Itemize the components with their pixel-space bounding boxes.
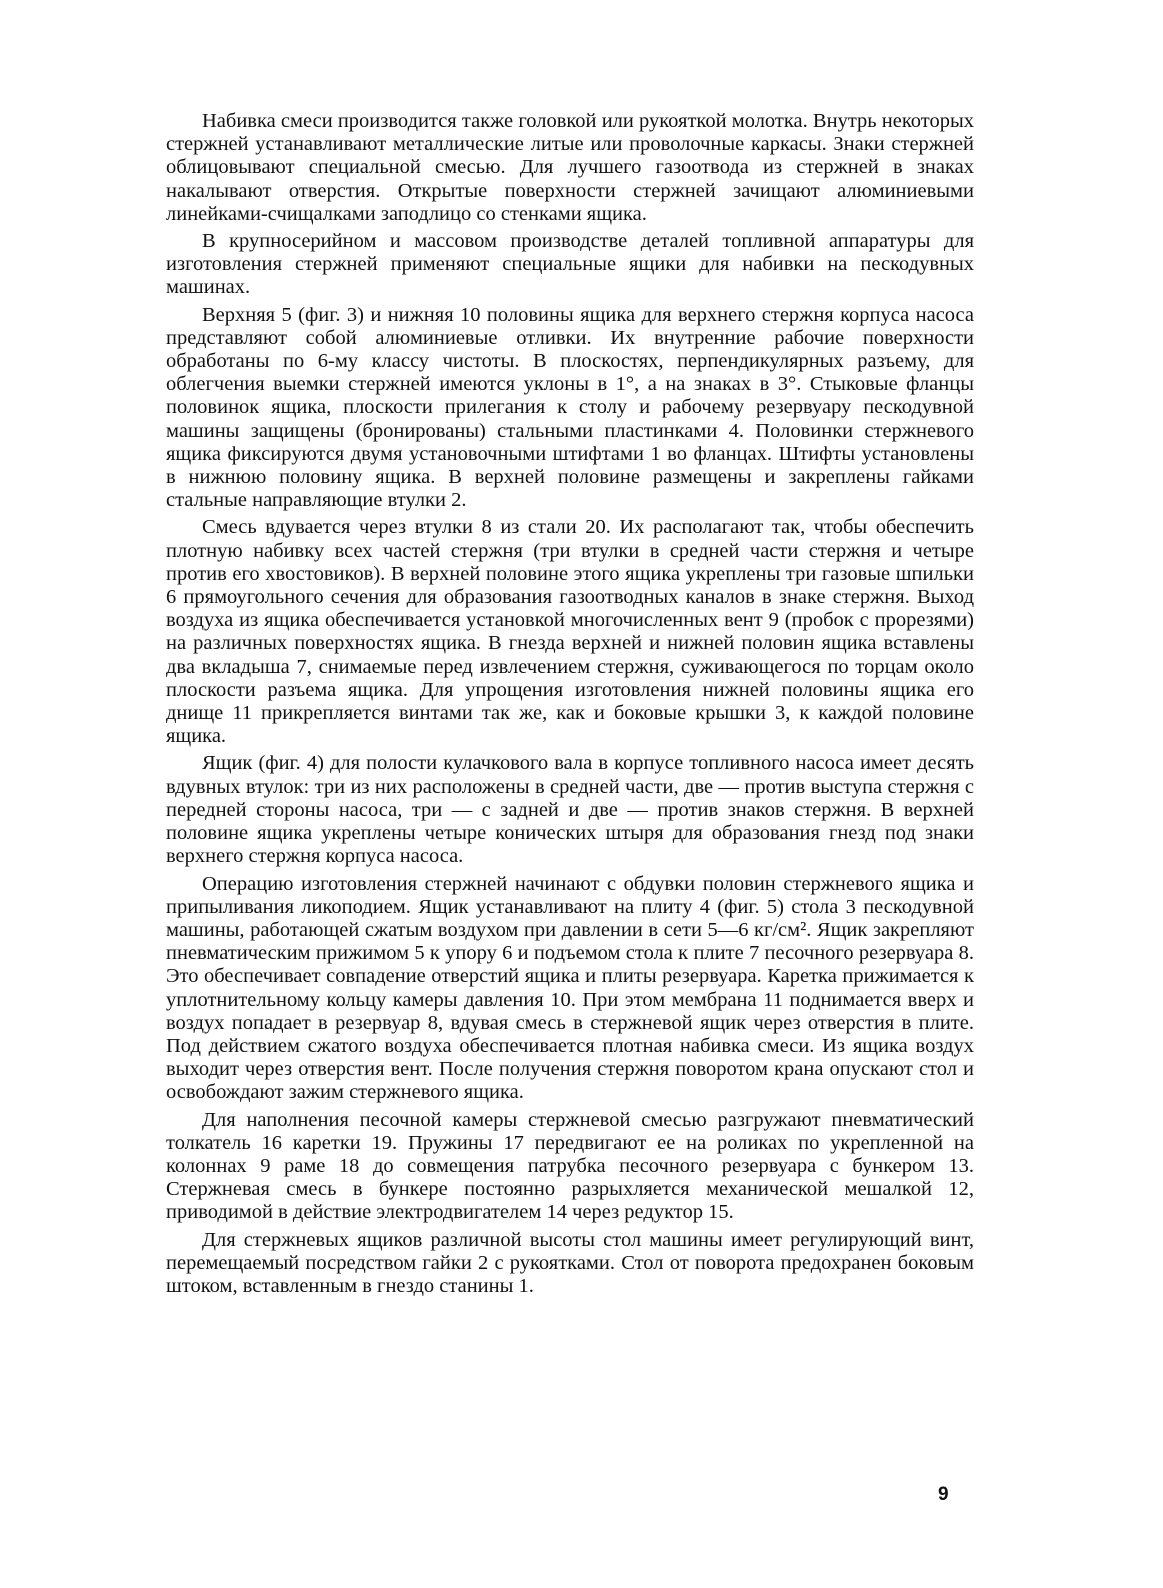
paragraph: Для наполнения песочной камеры стержневой смесью разгружают пневматический толкатель 16 каретки 19. Пружины 17 передвигают ее на роликах по укрепленной на колоннах 9 раме 18 до совмещения патрубка песочного резервуара с бункером 13. Стержневая смесь в бункере постоянно разрыхляется механической мешалкой 12, приводимой в действие электродвигателем 14 через редуктор 15.: [166, 1108, 974, 1224]
paragraph: Верхняя 5 (фиг. 3) и нижняя 10 половины ящика для верхнего стержня корпуса насоса представляют собой алюминиевые отливки. Их внутренние рабочие поверхности обработаны по 6-му классу чистоты. В плоскостях, перпендикулярных разъему, для облегчения выемки стержней имеются уклоны в 1°, а на знаках в 3°. Стыковые фланцы половинок ящика, плоскости прилегания к столу и рабочему резервуару пескодувной машины защищены (бронированы) стальными пластинками 4. Половинки стержневого ящика фиксируются двумя установочными штифтами 1 во фланцах. Штифты установлены в нижнюю половину ящика. В верхней половине размещены и закреплены гайками стальные направляющие втулки 2.: [166, 303, 974, 512]
page-number: 9: [938, 1484, 949, 1505]
paragraph: Операцию изготовления стержней начинают с обдувки половин стержневого ящика и припыливания ликоподием. Ящик устанавливают на плиту 4 (фиг. 5) стола 3 пескодувной машины, работающей сжатым воздухом при давлении в сети 5—6 кг/см². Ящик закрепляют пневматическим прижимом 5 к упору 6 и подъемом стола к плите 7 песочного резервуара 8. Это обеспечивает совпадение отверстий ящика и плиты резервуара. Каретка прижимается к уплотнительному кольцу камеры давления 10. При этом мембрана 11 поднимается вверх и воздух попадает в резервуар 8, вдувая смесь в стержневой ящик через отверстия в плите. Под действием сжатого воздуха обеспечивается плотная набивка смеси. Из ящика воздух выходит через отверстия вент. После получения стержня поворотом крана опускают стол и освобождают зажим стержневого ящика.: [166, 872, 974, 1104]
paragraph: Для стержневых ящиков различной высоты стол машины имеет регулирующий винт, перемещаемый посредством гайки 2 с рукоятками. Стол от поворота предохранен боковым штоком, вставленным в гнездо станины 1.: [166, 1228, 974, 1297]
paragraph: Смесь вдувается через втулки 8 из стали 20. Их располагают так, чтобы обеспечить плотную набивку всех частей стержня (три втулки в средней части стержня и четыре против его хвостовиков). В верхней половине этого ящика укреплены три газовые шпильки 6 прямоугольного сечения для образования газоотводных каналов в знаке стержня. Выход воздуха из ящика обеспечивается установкой многочисленных вент 9 (пробок с прорезями) на различных поверхностях ящика. В гнезда верхней и нижней половин ящика вставлены два вкладыша 7, снимаемые перед извлечением стержня, суживающегося по торцам около плоскости разъема ящика. Для упрощения изготовления нижней половины ящика его днище 11 прикрепляется винтами так же, как и боковые крышки 3, к каждой половине ящика.: [166, 516, 974, 748]
paragraph: В крупносерийном и массовом производстве деталей топливной аппаратуры для изготовления стержней применяют специальные ящики для набивки на пескодувных машинах.: [166, 230, 974, 299]
paragraph: Ящик (фиг. 4) для полости кулачкового вала в корпусе топливного насоса имеет десять вдувных втулок: три из них расположены в средней части, две — против выступа стержня с передней стороны насоса, три — с задней и две — против знаков стержня. В верхней половине ящика укреплены четыре конических штыря для образования гнезд под знаки верхнего стержня корпуса насоса.: [166, 752, 974, 868]
paragraph: Набивка смеси производится также головкой или рукояткой молотка. Внутрь некоторых стержней устанавливают металлические литые или проволочные каркасы. Знаки стержней облицовывают специальной смесью. Для лучшего газоотвода из стержней в знаках накалывают отверстия. Открытые поверхности стержней зачищают алюминиевыми линейками-счищалками заподлицо со стенками ящика.: [166, 110, 974, 225]
body-text: [166, 110, 974, 1302]
